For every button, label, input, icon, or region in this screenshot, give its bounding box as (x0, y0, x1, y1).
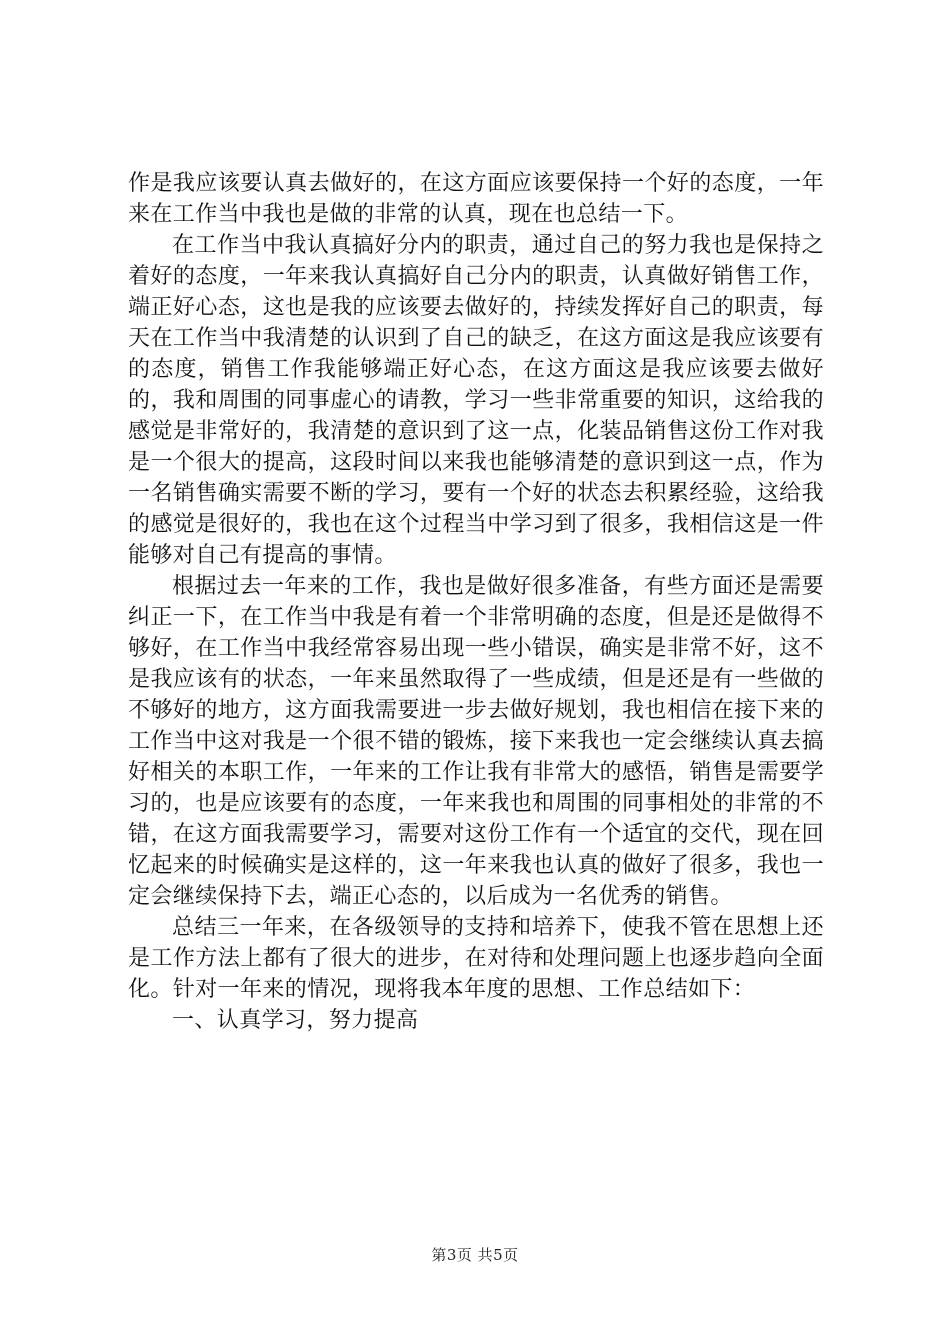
paragraph-4: 总结三一年来，在各级领导的支持和培养下，使我不管在思想上还是工作方法上都有了很大的进步，在对待和处理问题上也逐步趋向全面化。针对一年来的情况，现将我本年度的思想、工作总结如下： (128, 915, 824, 1002)
paragraph-3: 根据过去一年来的工作，我也是做好很多准备，有些方面还是需要纠正一下，在工作当中我是有着一个非常明确的态度，但是还是做得不够好，在工作当中我经常容易出现一些小错误，确实是非常不好，这不是我应该有的状态，一年来虽然取得了一些成绩，但是还是有一些做的不够好的地方，这方面我需要进一步去做好规划，我也相信在接下来的工作当中这对我是一个很不错的锻炼，接下来我也一定会继续认真去搞好相关的本职工作，一年来的工作让我有非常大的感悟，销售是需要学习的，也是应该要有的态度，一年来我也和周围的同事相处的非常的不错，在这方面我需要学习，需要对这份工作有一个适宜的交代，现在回忆起来的时候确实是这样的，这一年来我也认真的做好了很多，我也一定会继续保持下去，端正心态的，以后成为一名优秀的销售。 (128, 574, 824, 909)
paragraph-1: 作是我应该要认真去做好的，在这方面应该要保持一个好的态度，一年来在工作当中我也是做的非常的认真，现在也总结一下。 (128, 171, 824, 227)
paragraph-2: 在工作当中我认真搞好分内的职责，通过自己的努力我也是保持之着好的态度，一年来我认真搞好自己分内的职责，认真做好销售工作，端正好心态，这也是我的应该要去做好的，持续发挥好自己的职责，每天在工作当中我清楚的认识到了自己的缺乏，在这方面这是我应该要有的态度，销售工作我能够端正好心态，在这方面这是我应该要去做好的，我和周围的同事虚心的请教，学习一些非常重要的知识，这给我的感觉是非常好的，我清楚的意识到了这一点，化装品销售这份工作对我是一个很大的提高，这段时间以来我也能够清楚的意识到这一点，作为一名销售确实需要不断的学习，要有一个好的状态去积累经验，这给我的感觉是很好的，我也在这个过程当中学习到了很多，我相信这是一件能够对自己有提高的事情。 (128, 233, 824, 568)
page-number-footer: 第3页 共5页 (431, 1246, 519, 1264)
document-body (128, 168, 824, 1036)
section-heading: 一、认真学习，努力提高 (172, 1008, 419, 1033)
